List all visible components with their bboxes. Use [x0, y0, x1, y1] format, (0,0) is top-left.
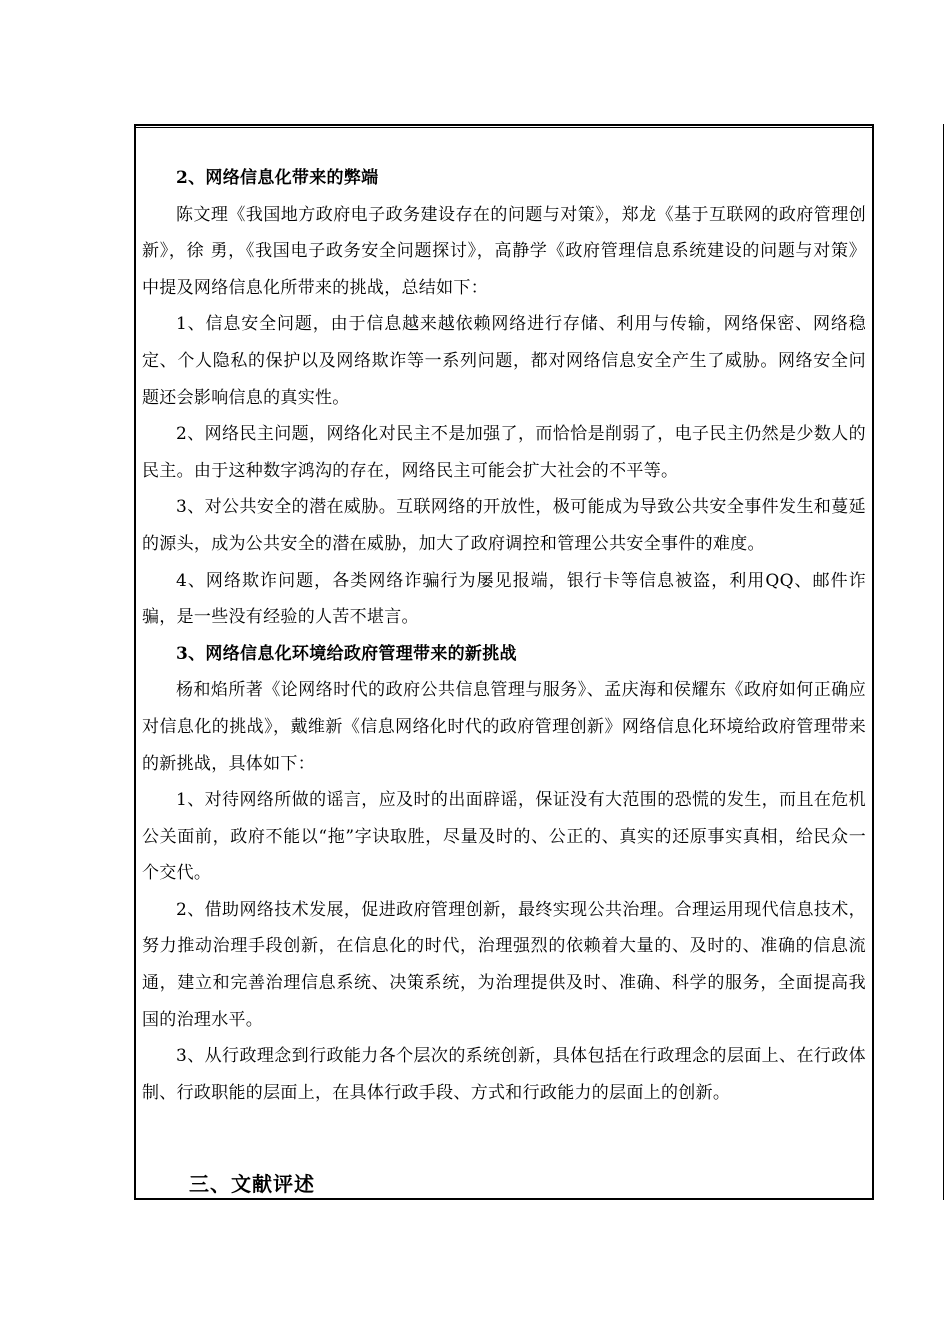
paragraph-public-safety: 3、对公共安全的潜在威胁。互联网络的开放性，极可能成为导致公共安全事件发生和蔓延的源头，成为公共安全的潜在威胁，加大了政府调控和管理公共安全事件的难度。	[142, 497, 866, 554]
subheading-drawbacks: 2、网络信息化带来的弊端	[176, 168, 379, 188]
paragraph-literature-drawbacks: 陈文理《我国地方政府电子政务建设存在的问题与对策》，郑龙《基于互联网的政府管理创新》，徐 勇，《我国电子政务安全问题探讨》，高静学《政府管理信息系统建设的问题与对策》中提及网络信息化所带来的挑战，总结如下：	[142, 204, 866, 298]
paragraph-info-security: 1、信息安全问题，由于信息越来越依赖网络进行存储、利用与传输，网络保密、网络稳定、个人隐私的保护以及网络欺诈等一系列问题，都对网络信息安全产生了威胁。网络安全问题还会影响信息的真实性。	[142, 314, 866, 408]
document-body	[142, 160, 866, 1111]
paragraph-literature-challenges: 杨和焰所著《论网络时代的政府公共信息管理与服务》、孟庆海和侯耀东《政府如何正确应对信息化的挑战》，戴维新《信息网络化时代的政府管理创新》网络信息化环境给政府管理带来的新挑战，具体如下：	[142, 680, 866, 774]
right-margin-line	[943, 124, 944, 1200]
paragraph-rumor-response: 1、对待网络所做的谣言，应及时的出面辟谣，保证没有大范围的恐慌的发生，而且在危机公关面前，政府不能以“拖”字诀取胜，尽量及时的、公正的、真实的还原事实真相，给民众一个交代。	[142, 790, 866, 884]
paragraph-system-innovation: 3、从行政理念到行政能力各个层次的系统创新，具体包括在行政理念的层面上、在行政体制、行政职能的层面上，在具体行政手段、方式和行政能力的层面上的创新。	[142, 1046, 866, 1103]
paragraph-network-democracy: 2、网络民主问题，网络化对民主不是加强了，而恰恰是削弱了，电子民主仍然是少数人的民主。由于这种数字鸿沟的存在，网络民主可能会扩大社会的不平等。	[142, 424, 866, 481]
section-heading-literature-review: 三、文献评述	[189, 1172, 315, 1196]
paragraph-network-fraud: 4、网络欺诈问题，各类网络诈骗行为屡见报端，银行卡等信息被盗，利用QQ、邮件诈骗，是一些没有经验的人苦不堪言。	[142, 570, 866, 628]
document-table-cell	[134, 124, 874, 1200]
subheading-new-challenges: 3、网络信息化环境给政府管理带来的新挑战	[176, 643, 517, 664]
paragraph-management-innovation: 2、借助网络技术发展，促进政府管理创新，最终实现公共治理。合理运用现代信息技术，努力推动治理手段创新，在信息化的时代，治理强烈的依赖着大量的、及时的、准确的信息流通，建立和完善治理信息系统、决策系统，为治理提供及时、准确、科学的服务，全面提高我国的治理水平。	[142, 899, 866, 1030]
